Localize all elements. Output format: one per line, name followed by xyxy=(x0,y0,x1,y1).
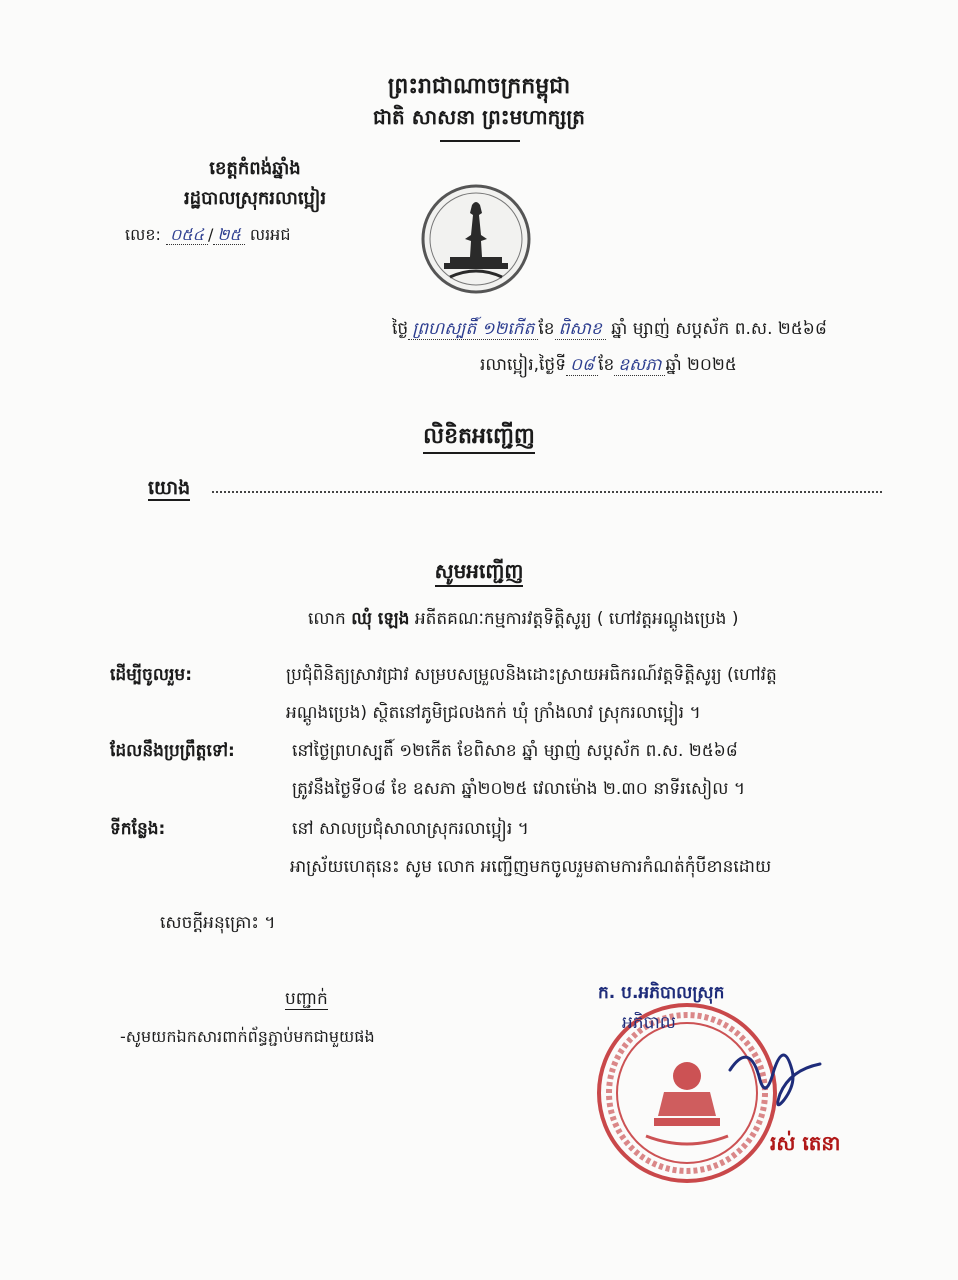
closing-line: សេចក្តីអនុគ្រោះ ។ xyxy=(160,913,276,933)
lunar-date-line xyxy=(392,318,827,343)
lunar-day-handwritten: ព្រហស្បតិ៍ ១២កើត xyxy=(408,319,538,340)
lunar-prefix: ថ្ងៃ xyxy=(392,319,409,339)
guest-line xyxy=(308,608,739,633)
solar-date-line xyxy=(480,354,737,379)
district-emblem-logo xyxy=(420,183,532,295)
guest-role: អតីតគណៈកម្មការវត្តទិត្តិសូរ្យ ( ហៅវត្តអណ្តូងប្រេង ) xyxy=(414,609,739,629)
lunar-month-handwritten: ពិសាខ xyxy=(555,319,606,340)
schedule-line-2: ត្រូវនឹងថ្ងៃទី០៨ ខែ ឧសភា ឆ្នាំ២០២៥ វេលាម៉ោង ២.៣០ នាទីរសៀល ។ xyxy=(292,779,746,799)
header-divider xyxy=(440,140,520,142)
solar-prefix: រលាប្អៀរ,ថ្ងៃទី xyxy=(480,355,567,375)
solar-day-handwritten: ០៨ xyxy=(566,355,598,376)
guest-prefix: លោក xyxy=(308,609,346,629)
note-text: -សូមយកឯកសារពាក់ព័ន្ធភ្ជាប់មកជាមួយផង xyxy=(120,1027,375,1046)
request-line: អាស្រ័យហេតុនេះ សូម លោក អញ្ជើញមកចូលរួមតាមការកំណត់កុំបីខានដោយ xyxy=(290,857,772,877)
ref-year-handwritten: ២៥ xyxy=(213,225,244,245)
guest-name: ឈុំ ឡេង xyxy=(351,609,410,629)
province-name: ខេត្តកំពង់ឆ្នាំង xyxy=(209,158,301,179)
solar-month-handwritten: ឧសភា xyxy=(614,355,665,376)
note-title: បញ្ជាក់ xyxy=(285,989,328,1009)
ref-prefix: លេខ: xyxy=(125,225,161,244)
place-label: ទីកន្លែង: xyxy=(110,819,166,839)
lunar-month-label: ខែ xyxy=(538,319,555,339)
handwritten-signature xyxy=(720,1030,830,1110)
document-title: លិខិតអញ្ជើញ xyxy=(0,422,958,454)
national-motto: ជាតិ សាសនា ព្រះមហាក្សត្រ xyxy=(373,105,585,129)
reference-blank-line xyxy=(212,491,882,493)
signatory-subtitle: អភិបាល xyxy=(622,1013,676,1033)
ref-number-handwritten: ០៥៤ xyxy=(166,225,208,245)
lunar-year: ឆ្នាំ ម្សាញ់ សប្តស័ក ព.ស. ២៥៦៨ xyxy=(611,319,827,339)
reference-number: លេខ: ០៥៤ / ២៥ លរអជ xyxy=(125,225,291,244)
purpose-line-2: អណ្តូងប្រេង) ស្ថិតនៅភូមិជ្រលងកក់ ឃុំ ក្រាំងលាវ ស្រុករលាប្អៀរ ។ xyxy=(286,703,701,723)
purpose-label: ដើម្បីចូលរួម: xyxy=(110,665,193,685)
ref-suffix: លរអជ xyxy=(249,225,291,244)
schedule-line-1: នៅថ្ងៃព្រហស្បតិ៍ ១២កើត ខែពិសាខ ឆ្នាំ ម្សាញ់ សប្តស័ក ព.ស. ២៥៦៨ xyxy=(292,741,738,761)
district-administration: រដ្ឋបាលស្រុករលាប្អៀរ xyxy=(183,188,327,209)
schedule-label: ដែលនឹងប្រព្រឹត្តទៅ: xyxy=(110,741,235,761)
place-line: នៅ សាលប្រជុំសាលាស្រុករលាប្អៀរ ។ xyxy=(292,819,529,839)
purpose-line-1: ប្រជុំពិនិត្យស្រាវជ្រាវ សម្របសម្រួលនិងដោះស្រាយអធិករណ៍វត្តទិត្តិសូរ្យ (ហៅវត្ត xyxy=(286,665,777,685)
invite-heading: សូមអញ្ជើញ xyxy=(0,558,958,588)
signatory-name: រស់ តេនា xyxy=(770,1131,841,1155)
solar-year: ឆ្នាំ ២០២៥ xyxy=(665,355,737,375)
reference-label: យោង xyxy=(148,477,191,499)
solar-month-label: ខែ xyxy=(598,355,615,375)
signatory-title: ក. ប.អភិបាលស្រុក xyxy=(598,983,725,1003)
kingdom-header: ព្រះរាជាណាចក្រកម្ពុជា xyxy=(387,74,571,99)
